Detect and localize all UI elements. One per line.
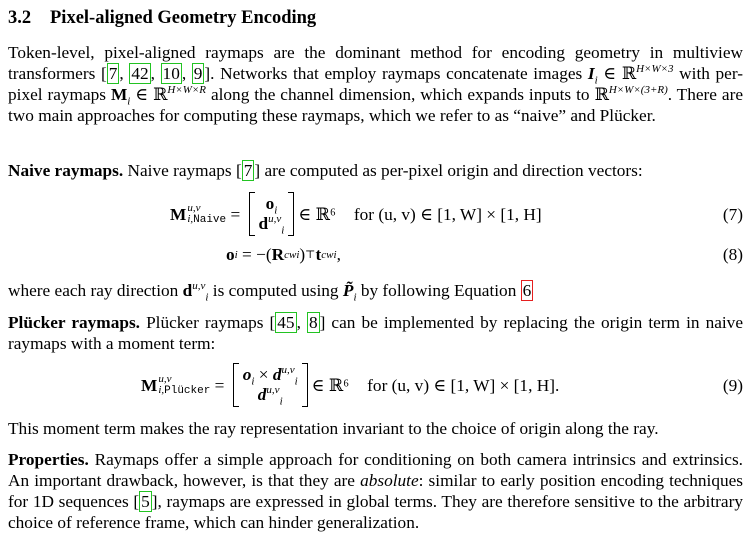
naive-text: ] are computed as per-pixel origin and direction vectors: <box>254 161 643 180</box>
naive-paragraph <box>8 160 743 181</box>
properties-text: ], raymaps are expressed in global terms. They are therefore sensitive to the arbitrary choice of reference frame, which can hinder generalization. <box>8 492 743 532</box>
citation-link[interactable]: 7 <box>108 64 118 83</box>
equation-condition: for (u, v) ∈ [1, W] × [1, H]. <box>367 375 560 395</box>
section-title: Pixel-aligned Geometry Encoding <box>50 8 317 28</box>
plucker-text: This moment term makes the ray representation invariant to the choice of origin along the ray. <box>8 419 659 438</box>
citation-link[interactable]: 42 <box>131 64 149 83</box>
equation-condition: for (u, v) ∈ [1, W] × [1, H] <box>353 204 542 224</box>
equation-number: (9) <box>722 376 743 395</box>
math-symbol: I <box>587 64 595 83</box>
citation-link[interactable]: 8 <box>308 313 318 332</box>
citation-link[interactable]: 45 <box>277 313 295 332</box>
naive-ray-matrix: $o_i$ $d^{u,v}_i$ <box>249 192 295 236</box>
section-number: 3.2 <box>8 8 32 28</box>
citation-link[interactable]: 9 <box>193 64 203 83</box>
intro-text: . There are two main approaches for computing these raymaps, which we refer to as “naive” and Plücker. <box>8 85 743 125</box>
equation-8: o i = −( R cw i ) ⊤ t cw i , (8) <box>226 245 743 264</box>
properties-text: Raymaps offer a simple approach for conditioning on both camera intrinsics and extrinsics. An important drawback, however, is that they are <box>8 450 743 490</box>
equation-domain: ∈ ℝ⁶ <box>311 375 350 395</box>
intro-paragraph: Token-level, pixel-aligned raymaps are the dominant method for encoding geometry in multiview transformers [ 7 , 42 , 10 , 9 ]. Networks that employ raymaps concatenate images $I_i$ ∈ ℝ$^{H\times W\times 3}$ with per-pixel raymaps $M_i$ ∈ ℝ$^{H\times W\times R}$ along the channel dimension, which expands inputs to ℝ$^{H\times W\times(3+R)}$. There are two main approaches for computing these raymaps, which we refer to as “naive” and Plücker. <box>8 43 743 125</box>
equation-7: M u,v i,Naive = $o_i$ $d^{u,v}_i$ ∈ ℝ⁶ for (u, v) ∈ [1, W] × [1, H] (7) <box>170 194 743 237</box>
section-heading <box>8 8 316 29</box>
naive-text: by following Equation <box>356 281 521 300</box>
equation-subscript: Plücker <box>164 384 211 397</box>
math-symbol: M <box>110 85 128 104</box>
properties-text: : similar to early position encoding techniques for 1D sequences [ <box>8 471 743 511</box>
equation-reference-link[interactable]: 6 <box>522 281 532 300</box>
plucker-ray-matrix: $o_i \times d^{u,v}_i$ $d^{u,v}_i$ <box>233 363 308 407</box>
intro-text: along the channel dimension, which expands inputs to <box>206 85 595 104</box>
naive-text: is computed using <box>208 281 343 300</box>
intro-text: ]. Networks that employ raymaps concatenate images <box>204 64 588 83</box>
equation-domain: ∈ ℝ⁶ <box>298 204 336 224</box>
intro-text: Token-level, pixel-aligned raymaps are the dominant method for encoding geometry in multiview transformers [ <box>8 43 743 83</box>
plucker-runin-heading: Plücker raymaps. <box>8 313 140 332</box>
equation-9: M u,v i,Plücker = $o_i \times d^{u,v}_i$ $d^{u,v}_i$ ∈ ℝ⁶ for (u, v) ∈ [1, W] × [1, H]. (9) <box>141 364 743 408</box>
citation-link[interactable]: 5 <box>141 492 150 511</box>
naive-followup: where each ray direction $d^{u,v}_i$ is computed using $P̃_i$ by following Equation 6 <box>8 280 532 304</box>
plucker-text: Plücker raymaps [ <box>140 313 276 332</box>
naive-text: where each ray direction <box>8 281 183 300</box>
naive-runin-heading: Naive raymaps. <box>8 161 124 180</box>
equation-number: (8) <box>722 245 743 264</box>
equation-number: (7) <box>722 205 743 224</box>
properties-paragraph <box>8 449 743 533</box>
plucker-paragraph: Plücker raymaps. Plücker raymaps [ 45 , 8 ] can be implemented by replacing the origin term in naive raymaps with a moment term: <box>8 313 743 353</box>
naive-text: Naive raymaps [ <box>123 161 242 180</box>
plucker-text: ] can be implemented by replacing the origin term in naive raymaps with a moment term: <box>8 313 743 353</box>
properties-emphasis: absolute <box>360 471 419 490</box>
intro-text: with per-pixel raymaps <box>8 64 743 104</box>
plucker-followup <box>8 418 743 439</box>
properties-runin-heading: Properties. <box>8 450 89 469</box>
citation-link[interactable]: 10 <box>162 64 180 83</box>
citation-link[interactable]: 7 <box>243 161 253 180</box>
equation-subscript: Naive <box>193 213 227 226</box>
